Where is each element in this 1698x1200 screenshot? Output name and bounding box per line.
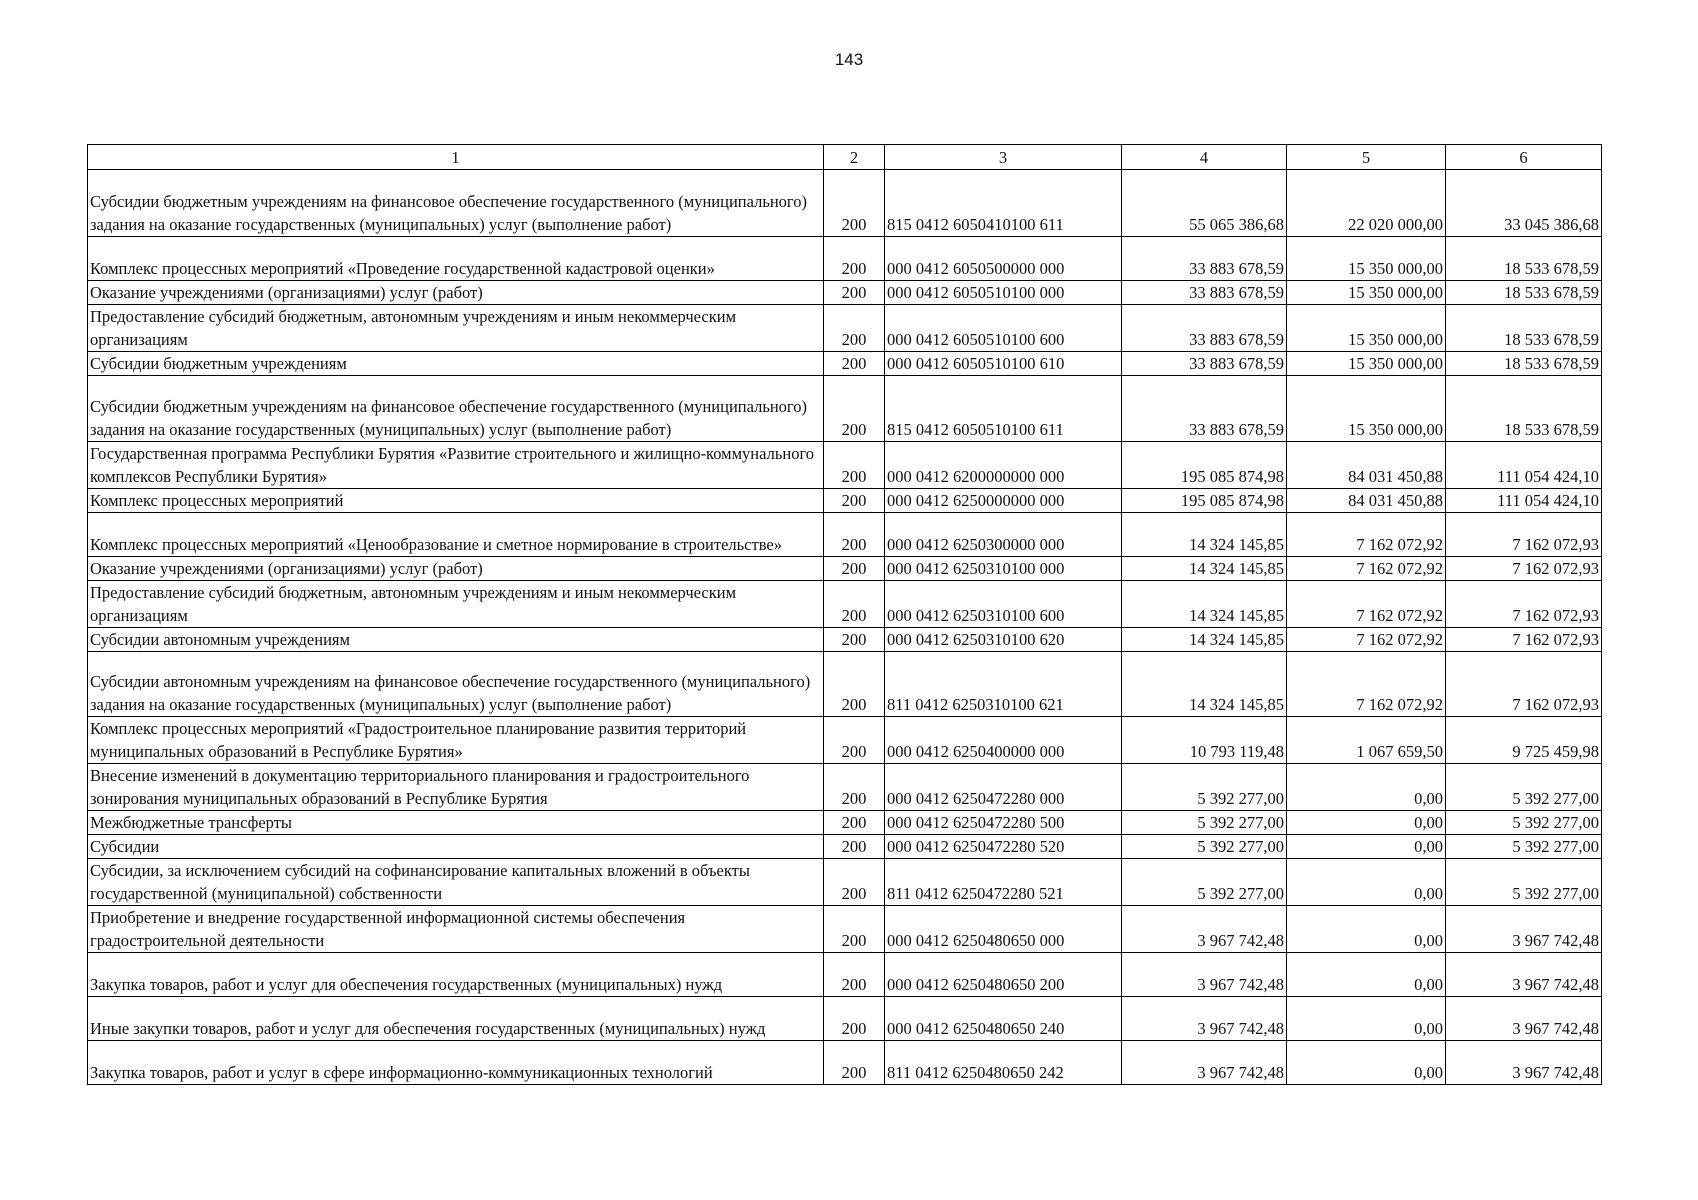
cell-budget-code: 811 0412 6250472280 521 <box>885 859 1122 906</box>
cell-line-code: 200 <box>824 628 885 652</box>
table-row <box>88 953 1602 997</box>
header-col-1: 1 <box>88 145 824 170</box>
cell-budget-code: 000 0412 6250480650 240 <box>885 997 1122 1041</box>
cell-amount-executed: 22 020 000,00 <box>1287 170 1446 237</box>
cell-line-code: 200 <box>824 352 885 376</box>
cell-amount-executed: 15 350 000,00 <box>1287 352 1446 376</box>
header-col-5: 5 <box>1287 145 1446 170</box>
cell-name: Субсидии бюджетным учреждениям <box>88 352 824 376</box>
cell-name: Субсидии автономным учреждениям на финансовое обеспечение государственного (муниципального) задания на оказание государственных (муниципальных) услуг (выполнение работ) <box>88 652 824 717</box>
cell-line-code: 200 <box>824 1041 885 1085</box>
table-row <box>88 170 1602 237</box>
cell-name: Субсидии бюджетным учреждениям на финансовое обеспечение государственного (муниципального) задания на оказание государственных (муниципальных) услуг (выполнение работ) <box>88 376 824 442</box>
table-row <box>88 717 1602 764</box>
cell-line-code: 200 <box>824 442 885 489</box>
cell-amount-executed: 15 350 000,00 <box>1287 237 1446 281</box>
cell-amount-approved: 3 967 742,48 <box>1122 997 1287 1041</box>
table-body <box>88 170 1602 1085</box>
cell-amount-executed: 0,00 <box>1287 764 1446 811</box>
cell-budget-code: 000 0412 6250472280 000 <box>885 764 1122 811</box>
cell-amount-remaining: 5 392 277,00 <box>1446 811 1602 835</box>
cell-line-code: 200 <box>824 557 885 581</box>
cell-amount-executed: 0,00 <box>1287 997 1446 1041</box>
cell-amount-executed: 7 162 072,92 <box>1287 652 1446 717</box>
cell-line-code: 200 <box>824 237 885 281</box>
table-row <box>88 442 1602 489</box>
cell-line-code: 200 <box>824 859 885 906</box>
cell-name: Внесение изменений в документацию территориального планирования и градостроительного зонирования муниципальных образований в Республике Бурятия <box>88 764 824 811</box>
cell-amount-approved: 5 392 277,00 <box>1122 811 1287 835</box>
cell-amount-executed: 84 031 450,88 <box>1287 442 1446 489</box>
cell-amount-approved: 33 883 678,59 <box>1122 376 1287 442</box>
cell-amount-remaining: 7 162 072,93 <box>1446 652 1602 717</box>
cell-amount-executed: 15 350 000,00 <box>1287 376 1446 442</box>
cell-name: Субсидии бюджетным учреждениям на финансовое обеспечение государственного (муниципального) задания на оказание государственных (муниципальных) услуг (выполнение работ) <box>88 170 824 237</box>
cell-name: Иные закупки товаров, работ и услуг для обеспечения государственных (муниципальных) нужд <box>88 997 824 1041</box>
cell-budget-code: 000 0412 6250400000 000 <box>885 717 1122 764</box>
cell-line-code: 200 <box>824 717 885 764</box>
cell-amount-remaining: 7 162 072,93 <box>1446 557 1602 581</box>
table-row <box>88 859 1602 906</box>
table-row <box>88 835 1602 859</box>
cell-amount-executed: 0,00 <box>1287 811 1446 835</box>
cell-amount-remaining: 33 045 386,68 <box>1446 170 1602 237</box>
cell-line-code: 200 <box>824 281 885 305</box>
cell-amount-executed: 84 031 450,88 <box>1287 489 1446 513</box>
table-row <box>88 764 1602 811</box>
table-row <box>88 489 1602 513</box>
cell-name: Государственная программа Республики Бурятия «Развитие строительного и жилищно-коммунального комплексов Республики Бурятия» <box>88 442 824 489</box>
cell-name: Комплекс процессных мероприятий «Проведение государственной кадастровой оценки» <box>88 237 824 281</box>
cell-name: Предоставление субсидий бюджетным, автономным учреждениям и иным некоммерческим организациям <box>88 305 824 352</box>
cell-name: Приобретение и внедрение государственной информационной системы обеспечения градостроительной деятельности <box>88 906 824 953</box>
cell-amount-approved: 33 883 678,59 <box>1122 281 1287 305</box>
cell-line-code: 200 <box>824 305 885 352</box>
cell-amount-remaining: 5 392 277,00 <box>1446 835 1602 859</box>
cell-amount-approved: 14 324 145,85 <box>1122 628 1287 652</box>
cell-name: Оказание учреждениями (организациями) услуг (работ) <box>88 557 824 581</box>
cell-name: Субсидии, за исключением субсидий на софинансирование капитальных вложений в объекты государственной (муниципальной) собственности <box>88 859 824 906</box>
header-col-3: 3 <box>885 145 1122 170</box>
cell-line-code: 200 <box>824 811 885 835</box>
cell-budget-code: 000 0412 6250310100 600 <box>885 581 1122 628</box>
cell-amount-approved: 5 392 277,00 <box>1122 859 1287 906</box>
cell-amount-approved: 14 324 145,85 <box>1122 557 1287 581</box>
cell-amount-approved: 3 967 742,48 <box>1122 1041 1287 1085</box>
cell-budget-code: 000 0412 6250480650 000 <box>885 906 1122 953</box>
cell-line-code: 200 <box>824 170 885 237</box>
cell-budget-code: 000 0412 6250480650 200 <box>885 953 1122 997</box>
cell-amount-approved: 5 392 277,00 <box>1122 835 1287 859</box>
cell-line-code: 200 <box>824 906 885 953</box>
cell-amount-approved: 5 392 277,00 <box>1122 764 1287 811</box>
cell-budget-code: 000 0412 6050510100 610 <box>885 352 1122 376</box>
cell-amount-remaining: 3 967 742,48 <box>1446 1041 1602 1085</box>
cell-name: Субсидии автономным учреждениям <box>88 628 824 652</box>
cell-amount-approved: 195 085 874,98 <box>1122 442 1287 489</box>
cell-name: Оказание учреждениями (организациями) услуг (работ) <box>88 281 824 305</box>
cell-line-code: 200 <box>824 513 885 557</box>
table-row <box>88 557 1602 581</box>
cell-amount-approved: 55 065 386,68 <box>1122 170 1287 237</box>
table-row <box>88 581 1602 628</box>
cell-budget-code: 000 0412 6250310100 000 <box>885 557 1122 581</box>
cell-amount-remaining: 18 533 678,59 <box>1446 376 1602 442</box>
cell-budget-code: 000 0412 6250310100 620 <box>885 628 1122 652</box>
cell-budget-code: 000 0412 6050500000 000 <box>885 237 1122 281</box>
cell-line-code: 200 <box>824 764 885 811</box>
cell-amount-approved: 33 883 678,59 <box>1122 237 1287 281</box>
cell-amount-remaining: 111 054 424,10 <box>1446 489 1602 513</box>
cell-amount-remaining: 5 392 277,00 <box>1446 764 1602 811</box>
header-col-2: 2 <box>824 145 885 170</box>
cell-amount-remaining: 7 162 072,93 <box>1446 513 1602 557</box>
cell-name: Субсидии <box>88 835 824 859</box>
table-row <box>88 376 1602 442</box>
cell-amount-executed: 0,00 <box>1287 1041 1446 1085</box>
table-row <box>88 513 1602 557</box>
cell-line-code: 200 <box>824 581 885 628</box>
cell-amount-remaining: 7 162 072,93 <box>1446 628 1602 652</box>
cell-amount-approved: 10 793 119,48 <box>1122 717 1287 764</box>
cell-name: Закупка товаров, работ и услуг для обеспечения государственных (муниципальных) нужд <box>88 953 824 997</box>
cell-amount-remaining: 18 533 678,59 <box>1446 281 1602 305</box>
cell-amount-executed: 0,00 <box>1287 953 1446 997</box>
header-col-6: 6 <box>1446 145 1602 170</box>
cell-amount-approved: 14 324 145,85 <box>1122 581 1287 628</box>
cell-amount-approved: 33 883 678,59 <box>1122 305 1287 352</box>
cell-budget-code: 815 0412 6050510100 611 <box>885 376 1122 442</box>
table-row <box>88 237 1602 281</box>
cell-budget-code: 000 0412 6250472280 500 <box>885 811 1122 835</box>
cell-amount-approved: 195 085 874,98 <box>1122 489 1287 513</box>
cell-budget-code: 815 0412 6050410100 611 <box>885 170 1122 237</box>
cell-amount-executed: 0,00 <box>1287 859 1446 906</box>
table-row <box>88 906 1602 953</box>
cell-amount-executed: 7 162 072,92 <box>1287 581 1446 628</box>
cell-budget-code: 811 0412 6250480650 242 <box>885 1041 1122 1085</box>
cell-budget-code: 000 0412 6050510100 000 <box>885 281 1122 305</box>
cell-amount-remaining: 18 533 678,59 <box>1446 237 1602 281</box>
table-row <box>88 628 1602 652</box>
cell-line-code: 200 <box>824 489 885 513</box>
cell-amount-remaining: 5 392 277,00 <box>1446 859 1602 906</box>
cell-amount-executed: 0,00 <box>1287 906 1446 953</box>
cell-line-code: 200 <box>824 835 885 859</box>
table-row <box>88 1041 1602 1085</box>
table-header-row <box>88 145 1602 170</box>
budget-table <box>87 144 1602 1085</box>
table-row <box>88 652 1602 717</box>
cell-amount-remaining: 3 967 742,48 <box>1446 997 1602 1041</box>
cell-amount-remaining: 18 533 678,59 <box>1446 352 1602 376</box>
cell-line-code: 200 <box>824 997 885 1041</box>
cell-line-code: 200 <box>824 652 885 717</box>
cell-name: Закупка товаров, работ и услуг в сфере информационно-коммуникационных технологий <box>88 1041 824 1085</box>
cell-amount-executed: 7 162 072,92 <box>1287 557 1446 581</box>
cell-name: Межбюджетные трансферты <box>88 811 824 835</box>
cell-amount-executed: 0,00 <box>1287 835 1446 859</box>
cell-amount-approved: 14 324 145,85 <box>1122 513 1287 557</box>
cell-line-code: 200 <box>824 376 885 442</box>
cell-name: Комплекс процессных мероприятий «Ценообразование и сметное нормирование в строительстве» <box>88 513 824 557</box>
cell-budget-code: 000 0412 6250300000 000 <box>885 513 1122 557</box>
cell-amount-approved: 33 883 678,59 <box>1122 352 1287 376</box>
cell-amount-remaining: 9 725 459,98 <box>1446 717 1602 764</box>
cell-amount-executed: 15 350 000,00 <box>1287 281 1446 305</box>
cell-amount-approved: 14 324 145,85 <box>1122 652 1287 717</box>
cell-budget-code: 000 0412 6250000000 000 <box>885 489 1122 513</box>
page-number: 143 <box>834 50 864 69</box>
table-row <box>88 305 1602 352</box>
header-col-4: 4 <box>1122 145 1287 170</box>
cell-amount-executed: 7 162 072,92 <box>1287 628 1446 652</box>
cell-budget-code: 000 0412 6250472280 520 <box>885 835 1122 859</box>
table-row <box>88 281 1602 305</box>
cell-name: Комплекс процессных мероприятий «Градостроительное планирование развития территорий муниципальных образований в Республике Бурятия» <box>88 717 824 764</box>
cell-budget-code: 000 0412 6050510100 600 <box>885 305 1122 352</box>
cell-amount-executed: 15 350 000,00 <box>1287 305 1446 352</box>
cell-amount-remaining: 7 162 072,93 <box>1446 581 1602 628</box>
cell-amount-remaining: 3 967 742,48 <box>1446 906 1602 953</box>
table-row <box>88 811 1602 835</box>
cell-amount-executed: 1 067 659,50 <box>1287 717 1446 764</box>
cell-amount-remaining: 3 967 742,48 <box>1446 953 1602 997</box>
cell-line-code: 200 <box>824 953 885 997</box>
table-row <box>88 997 1602 1041</box>
cell-name: Предоставление субсидий бюджетным, автономным учреждениям и иным некоммерческим организациям <box>88 581 824 628</box>
cell-budget-code: 811 0412 6250310100 621 <box>885 652 1122 717</box>
cell-name: Комплекс процессных мероприятий <box>88 489 824 513</box>
cell-amount-remaining: 18 533 678,59 <box>1446 305 1602 352</box>
cell-amount-approved: 3 967 742,48 <box>1122 906 1287 953</box>
cell-amount-executed: 7 162 072,92 <box>1287 513 1446 557</box>
cell-budget-code: 000 0412 6200000000 000 <box>885 442 1122 489</box>
table-row <box>88 352 1602 376</box>
cell-amount-remaining: 111 054 424,10 <box>1446 442 1602 489</box>
cell-amount-approved: 3 967 742,48 <box>1122 953 1287 997</box>
